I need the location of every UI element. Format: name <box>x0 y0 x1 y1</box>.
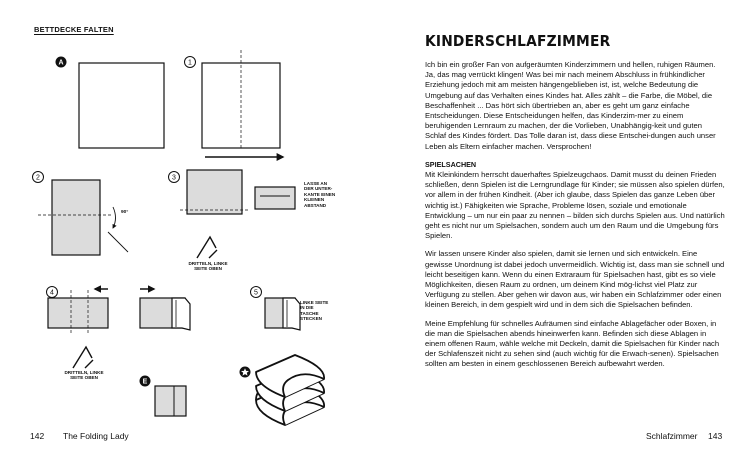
duvet-flat-a <box>79 63 164 148</box>
step-marker-3 <box>169 172 180 183</box>
step-3-fold-label: DRITTELN, LINKE SEITE OBEN <box>188 261 228 272</box>
chapter-title: KINDERSCHLAFZIMMER <box>425 32 611 50</box>
step-5-diagram <box>265 298 300 330</box>
section-heading: BETTDECKE FALTEN <box>34 25 114 34</box>
stacked-duvets-illustration <box>256 355 324 425</box>
step-marker-e <box>140 376 151 387</box>
step-e-diagram <box>155 386 186 416</box>
body-text <box>425 60 725 378</box>
step-marker-a <box>56 57 67 68</box>
subheading: SPIELSACHEN <box>425 159 477 169</box>
paragraph: Wir lassen unsere Kinder also spielen, damit sie lernen und sich entwickeln. Eine gewisse Unordnung ist dabei jedoch unvermeidlich. Wichtig ist, dass man sie schnell und leicht beseitigen kann. Wenn du einen Extraraum für Spielsachen hast, gibt es so viele Möglichkeiten, diesen Raum zu ordnen, um deinem Kind mög-lichst viel Platz zur Verfügung zu stellen. Aber gehen wir davon aus, wir haben ein Schlafzimmer oder einen kleinen Bereich, in dem gespielt wird und in dem sich die Spielsachen befinden. <box>425 249 725 310</box>
right-page <box>375 0 750 459</box>
svg-text:E: E <box>142 378 148 386</box>
step-marker-4 <box>47 287 58 298</box>
paragraph: Mit Kleinkindern herrscht dauerhaftes Spielzeugchaos. Damit musst du deinen Frieden schließen, denn Spielen ist die Lerngrundlage für Kinder; sie müssen also spielen dürfen, vor allem in der frühen Kindheit. (Aber ich glaube, dass Spielen das ganze Leben über wichtig ist.) Fähigkeiten wie Sprache, Probleme lösen, soziale und emotionale Entwicklung – um nur ein paar zu nennen – bilden sich durchs Spielen aus. Und natürlich geht es nicht nur um Spielsachen, sondern auch um den Raum und die Umgebung fürs Spielen. <box>425 170 725 241</box>
step-marker-5 <box>251 287 262 298</box>
svg-text:1: 1 <box>188 59 192 67</box>
step-3-note: LASSE AN DER UNTER- KANTE EINEN KLEINEN ABSTAND <box>304 181 336 208</box>
svg-text:4: 4 <box>50 289 54 297</box>
step-3-diagram <box>180 170 295 258</box>
star-marker <box>240 367 251 378</box>
svg-text:2: 2 <box>36 174 40 182</box>
step-4-fold-label: DRITTELN, LINKE SEITE OBEN <box>64 370 104 381</box>
step-marker-2 <box>33 172 44 183</box>
paragraph: Meine Empfehlung für schnelles Aufräumen sind einfache Ablagefächer oder Boxen, in die man die Spielsachen abends hineinwerfen kann. Befinden sich diese Ablagen in einem offenen Raum, wähle welche mit Deckeln, damit die Spielsachen für Kinder nach der Schlafenszeit nicht zu sehen sind (auch wichtig für die Erwach-senen). Spielsachen sollten am besten in einem geschlossenen Bereich aufbewahrt werden. <box>425 318 720 369</box>
step-5-note: LINKE SEITE IN DIE TASCHE STECKEN <box>300 300 329 322</box>
book-title: The Folding Lady <box>63 431 129 441</box>
step-marker-1 <box>185 57 196 68</box>
paragraph: Ich bin ein großer Fan von aufgeräumten Kinderzimmern und hellen, ruhigen Räumen. Ja, das mag verrückt klingen! Was bei mir nach meinem Abschluss in frühkindlicher Erziehung jedoch mit am meisten hängengeblieben ist, ist, welche Bedeutung die Umgebung auf das Verhalten eines Kindes hat. Alles zählt – die Farbe, die Möbel, die Beschaffenheit ... Das hört sich übertrieben an, aber es geht um ganz einfache Entscheidungen. Diese Entscheidungen helfen, das Kinderzim-mer zu einem beruhigenden Lernraum zu machen, der die Vorlieben, Unabhängig-keit und guten Schlaf des Kindes fördert. Das Tolle daran ist, dass diese Entschei-dungen auch unser Leben als Eltern einfacher machen. Versprochen! <box>425 60 716 151</box>
svg-text:5: 5 <box>254 289 258 297</box>
page-number-left: 142 <box>30 431 45 441</box>
step-2-diagram <box>38 180 128 255</box>
step-4-diagram <box>48 289 190 368</box>
step-1-diagram <box>202 50 283 157</box>
rotation-label: 90° <box>121 210 129 215</box>
page-number-right: 143 <box>708 431 723 441</box>
section-name: Schlafzimmer <box>646 431 698 441</box>
svg-text:3: 3 <box>172 174 176 182</box>
svg-text:A: A <box>58 59 64 67</box>
